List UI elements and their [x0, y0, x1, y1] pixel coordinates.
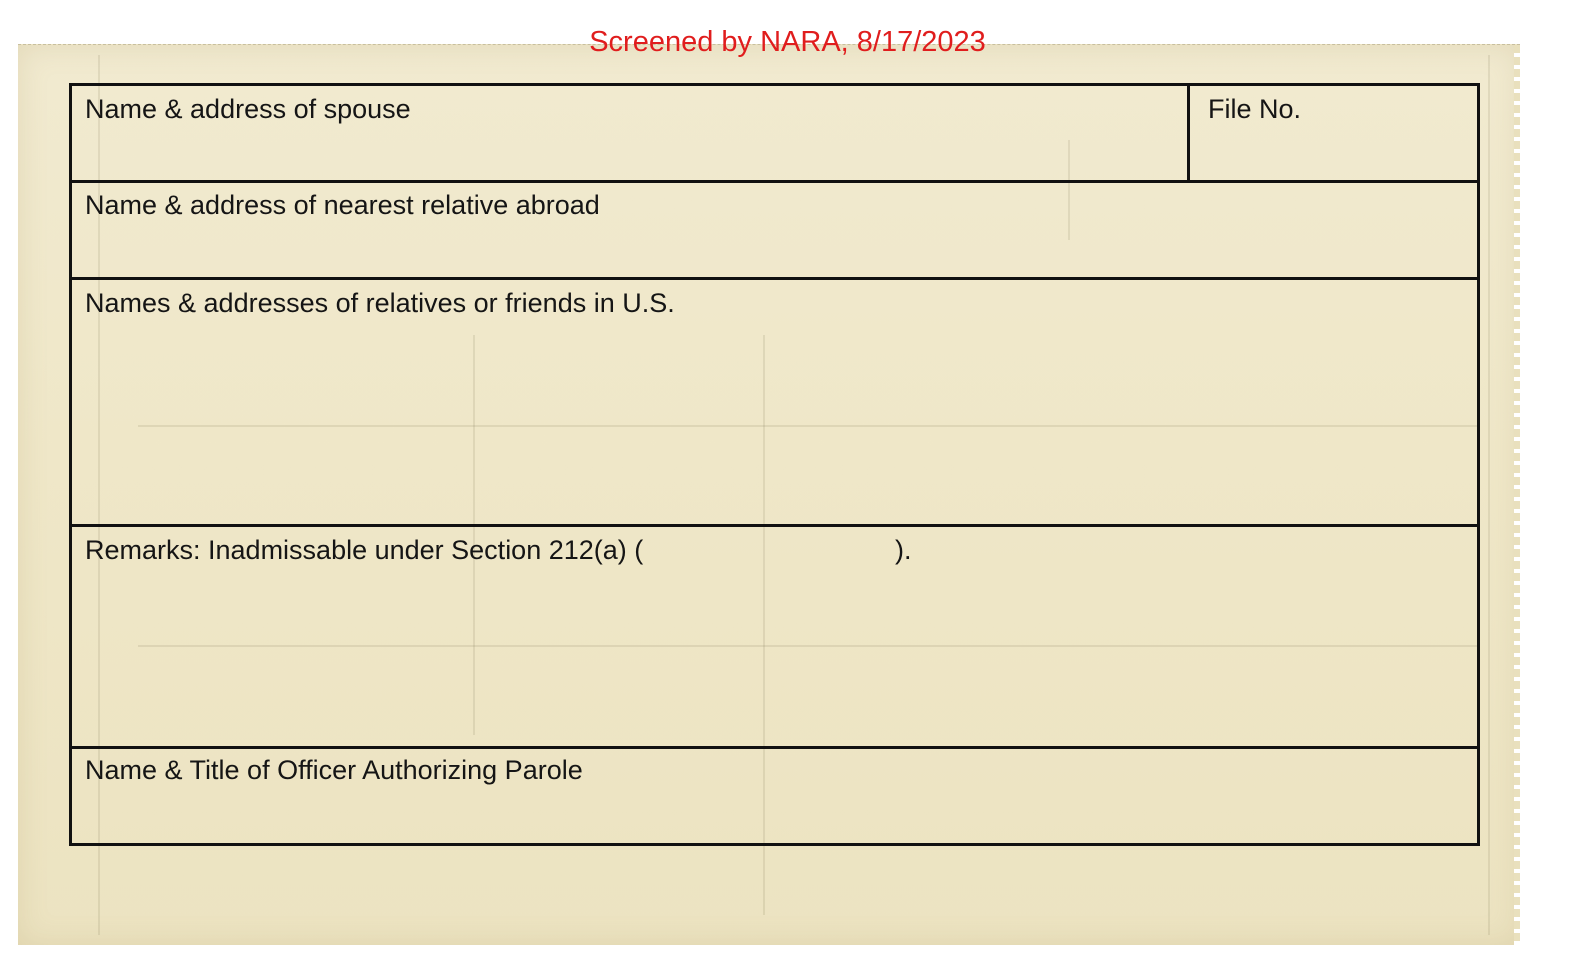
- officer-label: Name & Title of Officer Authorizing Parole: [85, 755, 583, 785]
- remarks-box: [69, 524, 1480, 749]
- bleed-through-rule: [1488, 55, 1490, 935]
- parole-card: [18, 44, 1520, 945]
- relative-abroad-box: [69, 180, 1480, 280]
- officer-box: [69, 746, 1480, 846]
- relatives-us-label: Names & addresses of relatives or friends in U.S.: [85, 288, 675, 318]
- remarks-close: ).: [895, 535, 912, 565]
- file-no-label: File No.: [1208, 94, 1302, 124]
- spouse-box: [69, 83, 1480, 183]
- file-no-divider: [1187, 86, 1190, 180]
- relatives-us-box: [69, 277, 1480, 527]
- nara-screening-stamp: Screened by NARA, 8/17/2023: [589, 26, 986, 58]
- relative-abroad-label: Name & address of nearest relative abroad: [85, 190, 600, 220]
- spouse-label: Name & address of spouse: [85, 94, 411, 124]
- remarks-label: Remarks: Inadmissable under Section 212(a) (: [85, 535, 644, 565]
